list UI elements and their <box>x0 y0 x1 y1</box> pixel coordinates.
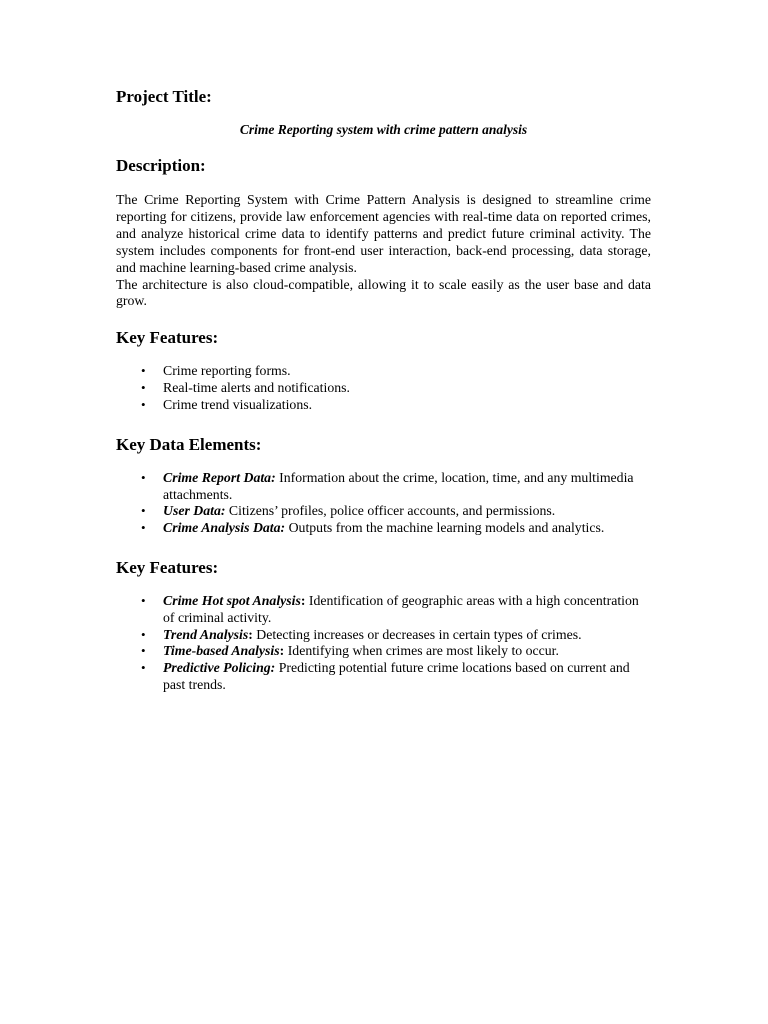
list-item-term: Predictive Policing: <box>163 660 276 676</box>
bullet-icon: • <box>141 520 146 536</box>
bullet-icon: • <box>141 592 146 608</box>
list-item-text: Predicting potential future crime locations based on current and past trends. <box>163 660 630 692</box>
list-item <box>116 627 651 644</box>
bullet-icon: • <box>141 626 146 642</box>
list-item-text: Crime trend visualizations. <box>163 396 313 412</box>
list-item-text: Detecting increases or decreases in certain types of crimes. <box>252 626 582 642</box>
list-item <box>116 520 651 537</box>
list-item-colon: : <box>300 592 306 608</box>
list-item-text: Information about the crime, location, time, and any multimedia attachments. <box>163 469 634 502</box>
bullet-icon: • <box>141 503 146 519</box>
list-item-term: Time-based Analysis <box>163 643 280 659</box>
list-item <box>116 363 651 380</box>
description-paragraph-2: The architecture is also cloud-compatible, allowing it to scale easily as the user base and data grow. <box>116 276 651 309</box>
bullet-icon: • <box>141 396 146 412</box>
list-item <box>116 643 651 660</box>
list-item-colon: : <box>279 643 285 659</box>
bullet-icon: • <box>141 363 146 379</box>
key-features-heading: Key Features: <box>116 328 219 348</box>
list-item <box>116 397 651 414</box>
project-title-heading: Project Title: <box>116 87 212 106</box>
list-item-term: Crime Analysis Data: <box>163 520 286 536</box>
key-features-2-list <box>116 593 651 694</box>
list-item <box>116 660 651 694</box>
description-heading: Description: <box>116 156 206 175</box>
bullet-icon: • <box>141 660 146 676</box>
list-item <box>116 380 651 397</box>
document-content <box>116 86 651 694</box>
list-item-text: Real-time alerts and notifications. <box>163 380 350 396</box>
list-item-term: Crime Report Data: <box>163 469 276 485</box>
list-item-text: Citizens’ profiles, police officer accounts, and permissions. <box>225 503 556 519</box>
list-item <box>116 503 651 520</box>
list-item-term: Trend Analysis <box>163 626 249 642</box>
project-title: Crime Reporting system with crime pattern analysis <box>239 122 528 137</box>
description-paragraph-1: The Crime Reporting System with Crime Pattern Analysis is designed to streamline crime reporting for citizens, provide law enforcement agencies with real-time data on reported crimes, and analyze historical crime data to identify patterns and predict future criminal activity. The system includes components for front-end user interaction, back-end processing, data storage, and machine learning-based crime analysis. <box>116 192 651 275</box>
list-item <box>116 470 651 504</box>
list-item-text: Outputs from the machine learning models and analytics. <box>285 520 605 536</box>
list-item-term: Crime Hot spot Analysis <box>163 592 301 608</box>
list-item-term: User Data: <box>163 503 226 519</box>
key-features-2-heading: Key Features: <box>116 557 219 577</box>
list-item-text: Identifying when crimes are most likely to occur. <box>284 643 559 659</box>
bullet-icon: • <box>141 469 146 485</box>
list-item <box>116 593 651 627</box>
key-data-elements-list <box>116 470 651 537</box>
list-item-text: Identification of geographic areas with a high concentration of criminal activity. <box>163 592 639 625</box>
bullet-icon: • <box>141 380 146 396</box>
list-item-text: Crime reporting forms. <box>163 363 291 379</box>
list-item-colon: : <box>248 626 253 642</box>
key-features-list <box>116 363 651 413</box>
key-data-elements-heading: Key Data Elements: <box>116 434 262 454</box>
bullet-icon: • <box>141 643 146 659</box>
